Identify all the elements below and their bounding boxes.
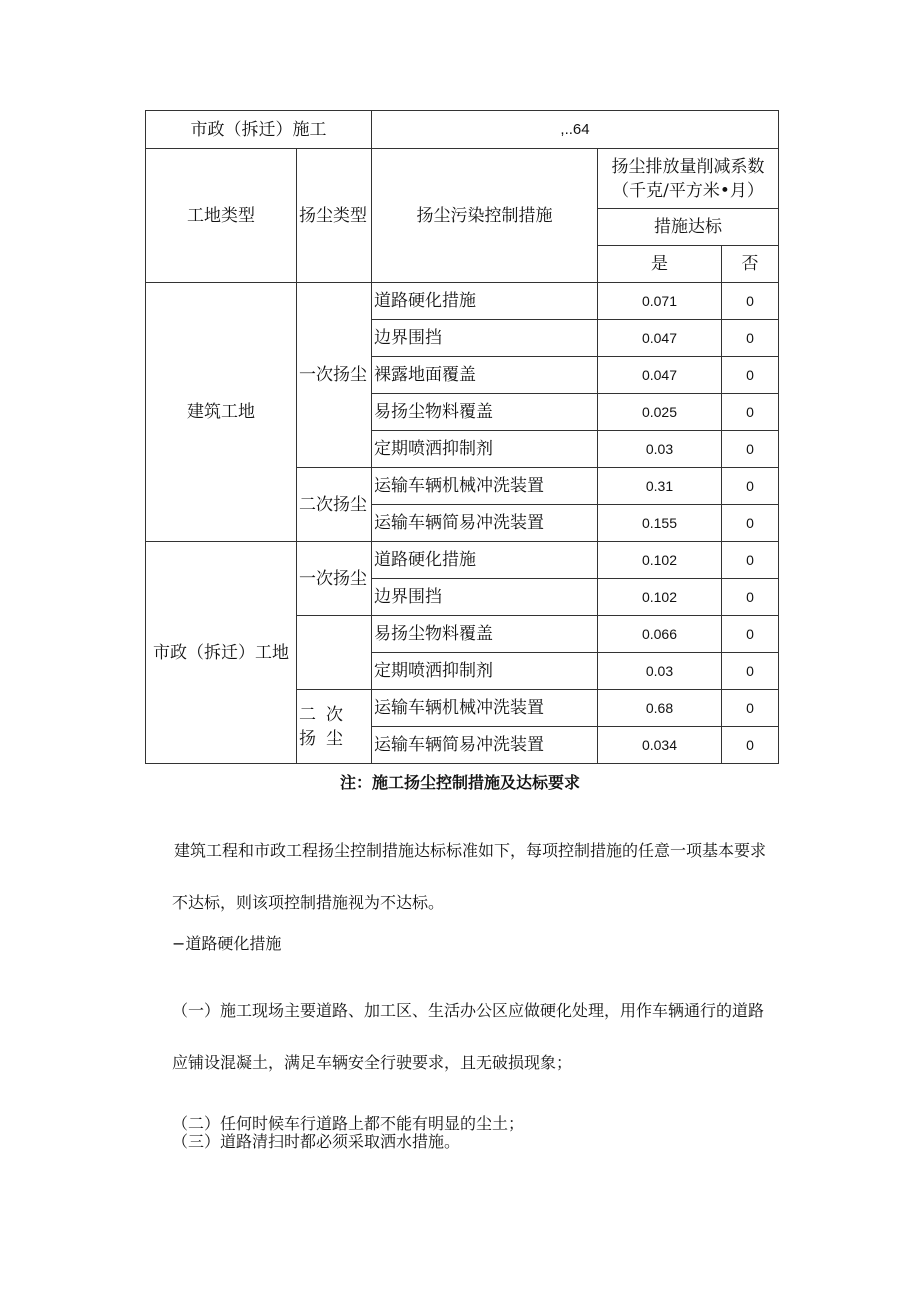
coef-yes-cell: 0.047 <box>598 357 722 394</box>
coef-no-cell: 0 <box>722 468 779 505</box>
top-row-label: 市政（拆迁）施工 <box>146 111 372 149</box>
measure-cell: 运输车辆机械冲洗装置 <box>372 468 598 505</box>
coef-no-cell: 0 <box>722 690 779 727</box>
coef-no-cell: 0 <box>722 357 779 394</box>
site-construction: 建筑工地 <box>146 283 297 542</box>
coef-no-cell: 0 <box>722 283 779 320</box>
measure-cell: 定期喷洒抑制剂 <box>372 431 598 468</box>
measure-cell: 裸露地面覆盖 <box>372 357 598 394</box>
header-yes: 是 <box>598 246 722 283</box>
coef-no-cell: 0 <box>722 616 779 653</box>
dust-type-cell: 一次扬尘 <box>297 283 372 468</box>
coef-yes-cell: 0.066 <box>598 616 722 653</box>
coef-yes-cell: 0.03 <box>598 431 722 468</box>
coef-yes-cell: 0.034 <box>598 727 722 764</box>
coef-no-cell: 0 <box>722 542 779 579</box>
site-municipal: 市政（拆迁）工地 <box>146 542 297 764</box>
dust-type-cell: 一次扬尘 <box>297 542 372 616</box>
coef-yes-cell: 0.31 <box>598 468 722 505</box>
coef-yes-cell: 0.071 <box>598 283 722 320</box>
coef-yes-cell: 0.025 <box>598 394 722 431</box>
measure-cell: 边界围挡 <box>372 579 598 616</box>
measure-cell: 运输车辆简易冲洗装置 <box>372 505 598 542</box>
coef-no-cell: 0 <box>722 579 779 616</box>
header-site-type: 工地类型 <box>146 149 297 283</box>
header-measures: 扬尘污染控制措施 <box>372 149 598 283</box>
measure-cell: 边界围挡 <box>372 320 598 357</box>
measure-cell: 定期喷洒抑制剂 <box>372 653 598 690</box>
coef-yes-cell: 0.155 <box>598 505 722 542</box>
dust-type-cell-empty <box>297 616 372 690</box>
header-meets-standard: 措施达标 <box>598 209 779 246</box>
header-dust-type: 扬尘类型 <box>297 149 372 283</box>
header-no: 否 <box>722 246 779 283</box>
dust-coefficient-table <box>145 110 779 764</box>
coef-no-cell: 0 <box>722 431 779 468</box>
table-note: 注：施工扬尘控制措施及达标要求 <box>339 773 580 792</box>
coef-yes-cell: 0.03 <box>598 653 722 690</box>
item-three-paragraph: （三）道路清扫时都必须采取洒水措施。 <box>172 1132 461 1151</box>
measure-cell: 易扬尘物料覆盖 <box>372 394 598 431</box>
dust-type-cell: 二次扬尘 <box>297 690 372 764</box>
section-heading: −道路硬化措施 <box>172 934 282 953</box>
coef-no-cell: 0 <box>722 727 779 764</box>
dust-type-cell: 二次扬尘 <box>297 468 372 542</box>
coef-no-cell: 0 <box>722 653 779 690</box>
measure-cell: 运输车辆简易冲洗装置 <box>372 727 598 764</box>
coef-yes-cell: 0.102 <box>598 542 722 579</box>
coef-yes-cell: 0.047 <box>598 320 722 357</box>
coef-no-cell: 0 <box>722 394 779 431</box>
item-one-paragraph: （一）施工现场主要道路、加工区、生活办公区应做硬化处理，用作车辆通行的道路应铺设混凝土，满足车辆安全行驶要求，且无破损现象； <box>172 1001 765 1072</box>
item-two-paragraph: （二）任何时候车行道路上都不能有明显的尘土； <box>172 1114 525 1133</box>
measure-cell: 道路硬化措施 <box>372 542 598 579</box>
coef-no-cell: 0 <box>722 320 779 357</box>
measure-cell: 运输车辆机械冲洗装置 <box>372 690 598 727</box>
measure-cell: 易扬尘物料覆盖 <box>372 616 598 653</box>
coef-no-cell: 0 <box>722 505 779 542</box>
top-row-value: ,..64 <box>372 111 779 149</box>
coef-yes-cell: 0.102 <box>598 579 722 616</box>
coef-yes-cell: 0.68 <box>598 690 722 727</box>
intro-paragraph: 建筑工程和市政工程扬尘控制措施达标标准如下，每项控制措施的任意一项基本要求不达标，则该项控制措施视为不达标。 <box>172 841 767 912</box>
header-coefficient: 扬尘排放量削减系数（千克/平方米•月） <box>598 149 779 209</box>
measure-cell: 道路硬化措施 <box>372 283 598 320</box>
